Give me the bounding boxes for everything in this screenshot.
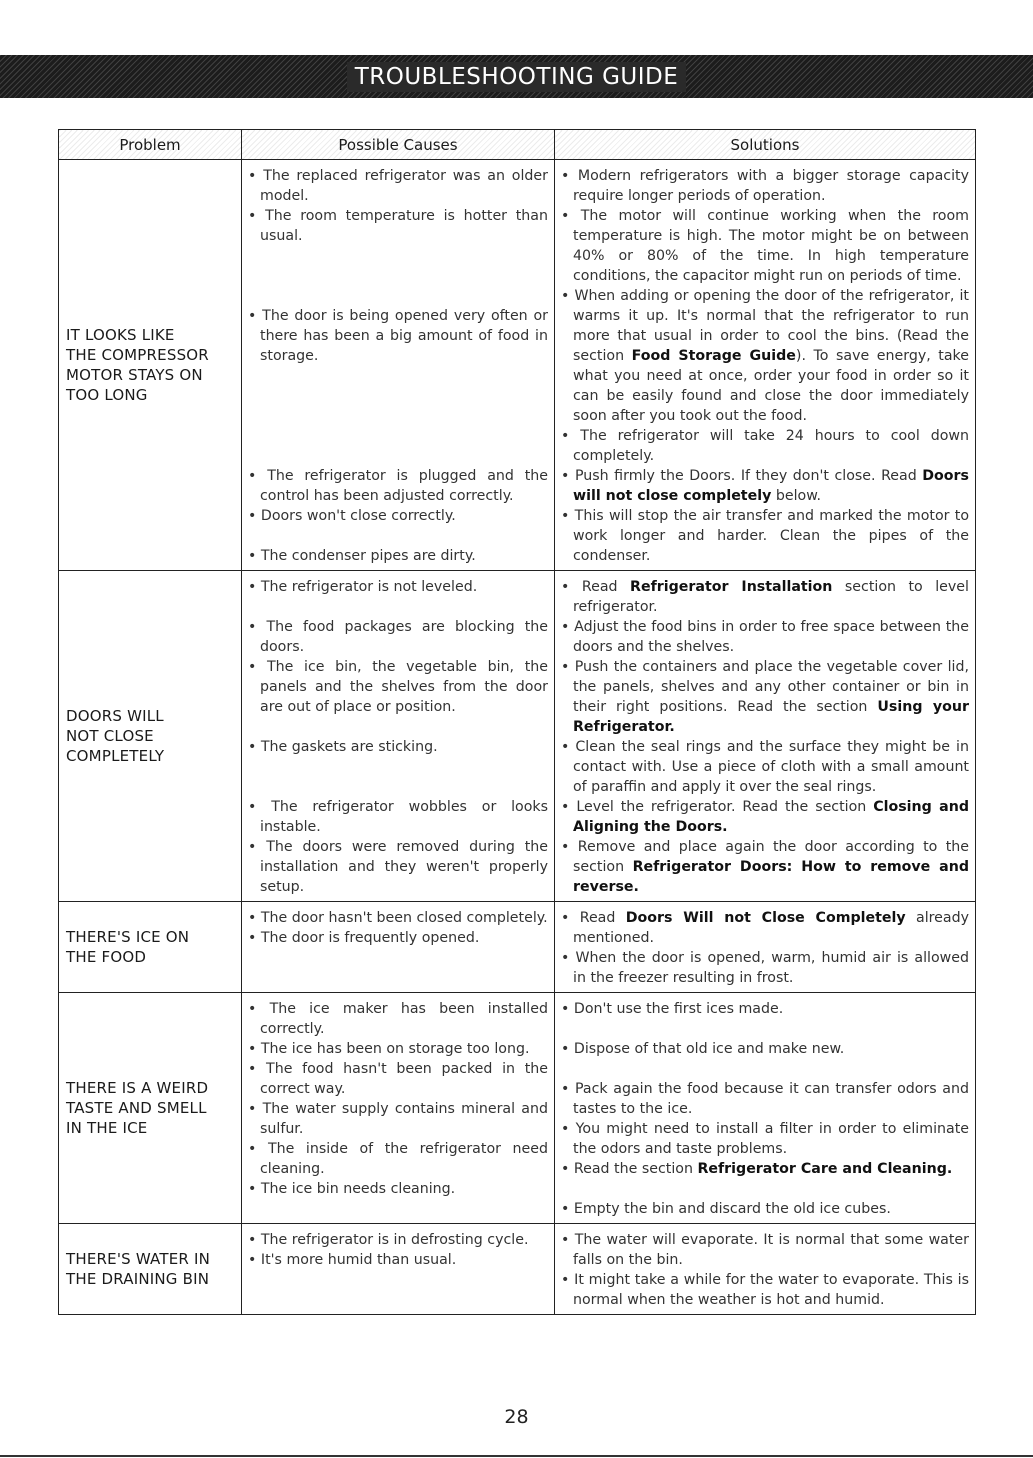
cause-item: • Doors won't close correctly.	[248, 506, 548, 526]
problem-cell	[59, 993, 242, 1224]
solution-item: • Read Refrigerator Installation section to level refrigerator.	[561, 577, 969, 617]
bottom-divider	[0, 1455, 1033, 1457]
cause-item: • The door is being opened very often or there has been a big amount of food in storage.	[248, 306, 548, 366]
cause-item: • The food packages are blocking the doors.	[248, 617, 548, 657]
table-row	[59, 902, 976, 993]
problem-line: THERE'S WATER IN	[66, 1250, 211, 1268]
causes-cell	[242, 571, 555, 902]
page-title: TROUBLESHOOTING GUIDE	[347, 62, 687, 92]
cause-item: • The condenser pipes are dirty.	[248, 546, 548, 566]
link-closing-aligning-doors: Closing and Aligning the Doors.	[573, 799, 969, 835]
solution-item: • Push the containers and place the vegetable cover lid, the panels, shelves and any other container or bin in their right positions. Read the section Using your Refrigerator.	[561, 657, 969, 737]
cause-item: • The ice bin, the vegetable bin, the panels and the shelves from the door are out of place or position.	[248, 657, 548, 717]
problem-line: THE COMPRESSOR	[66, 346, 209, 364]
link-refrigerator-doors-remove: Refrigerator Doors: How to remove and reverse.	[573, 859, 969, 895]
problem-line: THE FOOD	[66, 948, 147, 966]
cause-item: • It's more humid than usual.	[248, 1250, 548, 1270]
cause-item: • The refrigerator wobbles or looks instable.	[248, 797, 548, 837]
cause-item: • The doors were removed during the installation and they weren't properly setup.	[248, 837, 548, 897]
problem-line: THERE IS A WEIRD	[66, 1079, 209, 1097]
problem-cell	[59, 160, 242, 571]
solutions-cell	[555, 1224, 976, 1315]
solution-item: • Empty the bin and discard the old ice cubes.	[561, 1199, 969, 1219]
cause-item: • The ice has been on storage too long.	[248, 1039, 548, 1059]
table-header-row	[59, 130, 976, 160]
table-row	[59, 160, 976, 571]
solutions-cell	[555, 571, 976, 902]
problem-line: IT LOOKS LIKE	[66, 326, 175, 344]
causes-cell	[242, 902, 555, 993]
solution-item: • This will stop the air transfer and marked the motor to work longer and harder. Clean the pipes of the condenser.	[561, 506, 969, 566]
solution-item: • Modern refrigerators with a bigger storage capacity require longer periods of operation.	[561, 166, 969, 206]
cause-item: • The ice maker has been installed correctly.	[248, 999, 548, 1039]
table-row	[59, 1224, 976, 1315]
cause-item: • The door is frequently opened.	[248, 928, 548, 948]
cause-item: • The inside of the refrigerator need cleaning.	[248, 1139, 548, 1179]
header-possible-causes: Possible Causes	[242, 130, 555, 160]
solution-item: • When adding or opening the door of the refrigerator, it warms it up. It's normal that the refrigerator to run more that usual in order to cool the bins. (Read the section Food Storage Guide). To save energy, take what you need at once, order your food in order so it can be easily found and close the door immediately soon after you took out the food.	[561, 286, 969, 426]
link-using-your-refrigerator: Using your Refrigerator.	[573, 699, 969, 735]
problem-line: TASTE AND SMELL	[66, 1099, 207, 1117]
cause-item: • The replaced refrigerator was an older model.	[248, 166, 548, 206]
solution-item: • Pack again the food because it can transfer odors and tastes to the ice.	[561, 1079, 969, 1119]
solution-item: • It might take a while for the water to evaporate. This is normal when the weather is hot and humid.	[561, 1270, 969, 1310]
solution-item: • Read Doors Will not Close Completely already mentioned.	[561, 908, 969, 948]
cause-item: • The room temperature is hotter than usual.	[248, 206, 548, 246]
solution-item: • Clean the seal rings and the surface they might be in contact with. Use a piece of cloth with a small amount of paraffin and apply it over the seal rings.	[561, 737, 969, 797]
table-row	[59, 993, 976, 1224]
solutions-cell	[555, 902, 976, 993]
solution-item: • Push firmly the Doors. If they don't close. Read Doors will not close completely below.	[561, 466, 969, 506]
problem-line: DOORS WILL	[66, 707, 164, 725]
cause-item: • The door hasn't been closed completely.	[248, 908, 548, 928]
cause-item: • The ice bin needs cleaning.	[248, 1179, 548, 1199]
page-number: 28	[504, 1406, 529, 1428]
problem-cell	[59, 902, 242, 993]
solution-item: • You might need to install a filter in order to eliminate the odors and taste problems.	[561, 1119, 969, 1159]
problem-line: IN THE ICE	[66, 1119, 148, 1137]
problem-line: TOO LONG	[66, 386, 148, 404]
cause-item: • The refrigerator is in defrosting cycle.	[248, 1230, 548, 1250]
causes-cell	[242, 993, 555, 1224]
causes-cell	[242, 1224, 555, 1315]
section-banner	[0, 55, 1033, 98]
link-doors-will-not-close-completely: Doors Will not Close Completely	[625, 910, 906, 926]
solution-item: • Adjust the food bins in order to free space between the doors and the shelves.	[561, 617, 969, 657]
cause-item: • The gaskets are sticking.	[248, 737, 548, 757]
link-food-storage-guide: Food Storage Guide	[631, 348, 796, 364]
problem-line: MOTOR STAYS ON	[66, 366, 203, 384]
problem-line: THE DRAINING BIN	[66, 1270, 210, 1288]
header-problem: Problem	[59, 130, 242, 160]
solution-item: • When the door is opened, warm, humid air is allowed in the freezer resulting in frost.	[561, 948, 969, 988]
cause-item: • The refrigerator is not leveled.	[248, 577, 548, 597]
link-refrigerator-installation: Refrigerator Installation	[630, 579, 833, 595]
solution-item: • The refrigerator will take 24 hours to cool down completely.	[561, 426, 969, 466]
problem-line: THERE'S ICE ON	[66, 928, 190, 946]
solution-item: • The water will evaporate. It is normal that some water falls on the bin.	[561, 1230, 969, 1270]
link-doors-will-not-close: Doors will not close completely	[573, 468, 969, 504]
causes-cell	[242, 160, 555, 571]
troubleshooting-table	[58, 129, 976, 1315]
cause-item: • The food hasn't been packed in the correct way.	[248, 1059, 548, 1099]
problem-line: NOT CLOSE	[66, 727, 154, 745]
link-care-and-cleaning: Refrigerator Care and Cleaning.	[697, 1161, 953, 1177]
table-row	[59, 571, 976, 902]
solution-item: • Level the refrigerator. Read the section Closing and Aligning the Doors.	[561, 797, 969, 837]
problem-cell	[59, 571, 242, 902]
problem-cell	[59, 1224, 242, 1315]
cause-item: • The refrigerator is plugged and the control has been adjusted correctly.	[248, 466, 548, 506]
solutions-cell	[555, 160, 976, 571]
solution-item: • The motor will continue working when the room temperature is high. The motor might be on between 40% or 80% of the time. In high temperature conditions, the capacitor might run on periods of time.	[561, 206, 969, 286]
solution-item: • Remove and place again the door according to the section Refrigerator Doors: How to remove and reverse.	[561, 837, 969, 897]
cause-item: • The water supply contains mineral and sulfur.	[248, 1099, 548, 1139]
solutions-cell	[555, 993, 976, 1224]
header-solutions: Solutions	[555, 130, 976, 160]
solution-item: • Read the section Refrigerator Care and Cleaning.	[561, 1159, 969, 1179]
solution-item: • Don't use the first ices made.	[561, 999, 969, 1019]
problem-line: COMPLETELY	[66, 747, 165, 765]
solution-item: • Dispose of that old ice and make new.	[561, 1039, 969, 1059]
